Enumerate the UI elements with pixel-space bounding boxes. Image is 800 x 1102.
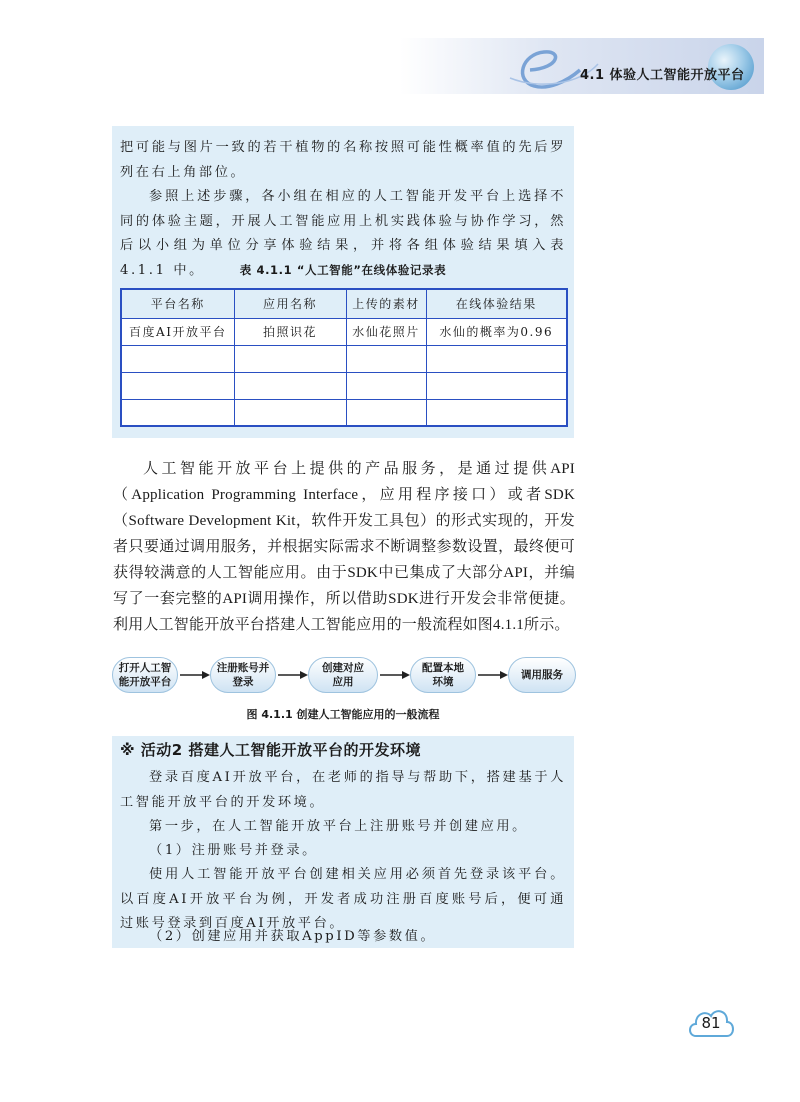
section-title: 4.1 体验人工智能开放平台 xyxy=(580,68,745,83)
table-cell xyxy=(346,399,426,426)
table-cell xyxy=(234,399,346,426)
flow-step-line: 创建对应 xyxy=(322,662,364,674)
body-paragraph: 人工智能开放平台上提供的产品服务，是通过提供API（Application Programming Interface，应用程序接口）或者SDK（Software Development Kit，软件开发工具包）的形式实现的，开发者只要通过调用服务，并根据实际需求不断调整参数设置，最终便可获得较满意的人工智能应用。由于SDK中已集成了大部分API，并编写了一套完整的API调用操作，所以借助SDK进行开发会非常便捷。利用人工智能开放平台搭建人工智能应用的一般流程如图4.1.1所示。 xyxy=(113,461,575,633)
activity-paragraph-2: 参照上述步骤，各小组在相应的人工智能开发平台上选择不同的体验主题，开展人工智能应用上机实践体验与协作学习，然后以小组为单位分享体验结果，并将各组体验结果填入表 4.1.1 中。 xyxy=(120,189,566,278)
arrow-right-icon xyxy=(180,670,210,680)
flow-step-5 xyxy=(508,657,576,693)
table-header: 应用名称 xyxy=(234,289,346,318)
flow-step-line: 环境 xyxy=(432,676,454,688)
flow-step-4 xyxy=(410,657,476,693)
activity2-line: （1）注册账号并登录。 xyxy=(149,843,318,858)
flow-step-3 xyxy=(308,657,378,693)
table-cell xyxy=(346,372,426,399)
table-header: 平台名称 xyxy=(121,289,234,318)
table-cell xyxy=(426,372,567,399)
table-header-row xyxy=(121,289,567,318)
table-cell xyxy=(121,399,234,426)
table-cell xyxy=(426,399,567,426)
activity2-line: 第一步，在人工智能开放平台上注册账号并创建应用。 xyxy=(149,819,528,834)
table-cell: 百度AI开放平台 xyxy=(121,318,234,345)
figure-caption: 图 4.1.1 创建人工智能应用的一般流程 xyxy=(246,708,440,721)
flowchart xyxy=(112,657,578,693)
table-cell xyxy=(234,372,346,399)
flow-step-line: 调用服务 xyxy=(521,669,563,681)
table-header: 在线体验结果 xyxy=(426,289,567,318)
arrow-right-icon xyxy=(278,670,308,680)
table-cell: 水仙花照片 xyxy=(346,318,426,345)
table-header: 上传的素材 xyxy=(346,289,426,318)
table-cell: 拍照识花 xyxy=(234,318,346,345)
flow-step-1 xyxy=(112,657,178,693)
table-cell xyxy=(234,345,346,372)
table-row xyxy=(121,318,567,345)
flow-step-line: 能开放平台 xyxy=(118,676,172,688)
table-cell xyxy=(426,345,567,372)
table-cell: 水仙的概率为0.96 xyxy=(426,318,567,345)
table-caption: 表 4.1.1 “人工智能”在线体验记录表 xyxy=(239,263,447,277)
table-row xyxy=(121,372,567,399)
activity2-line: 登录百度AI开放平台，在老师的指导与帮助下，搭建基于人工智能开放平台的开发环境。 xyxy=(120,770,566,810)
arrow-right-icon xyxy=(380,670,410,680)
table-row xyxy=(121,399,567,426)
activity2-line: （2）创建应用并获取AppID等参数值。 xyxy=(149,929,437,944)
flow-step-line: 配置本地 xyxy=(422,662,464,674)
table-cell xyxy=(121,372,234,399)
flow-step-line: 应用 xyxy=(332,676,354,688)
flow-step-line: 登录 xyxy=(232,676,254,688)
page-number: 81 xyxy=(701,1014,721,1032)
table-cell xyxy=(346,345,426,372)
experience-record-table xyxy=(120,288,568,427)
flow-step-2 xyxy=(210,657,276,693)
table-row xyxy=(121,345,567,372)
table-cell xyxy=(121,345,234,372)
activity-paragraph-1: 把可能与图片一致的若干植物的名称按照可能性概率值的先后罗列在右上角部位。 xyxy=(120,140,566,180)
flow-step-line: 注册账号并 xyxy=(216,662,270,674)
flow-step-line: 打开人工智 xyxy=(118,662,172,674)
activity2-title: ※ 活动2 搭建人工智能开放平台的开发环境 xyxy=(120,741,421,759)
activity2-line: 使用人工智能开放平台创建相关应用必须首先登录该平台。以百度AI开放平台为例，开发者成功注册百度账号后，便可通过账号登录到百度AI开放平台。 xyxy=(120,867,566,931)
arrow-right-icon xyxy=(478,670,508,680)
